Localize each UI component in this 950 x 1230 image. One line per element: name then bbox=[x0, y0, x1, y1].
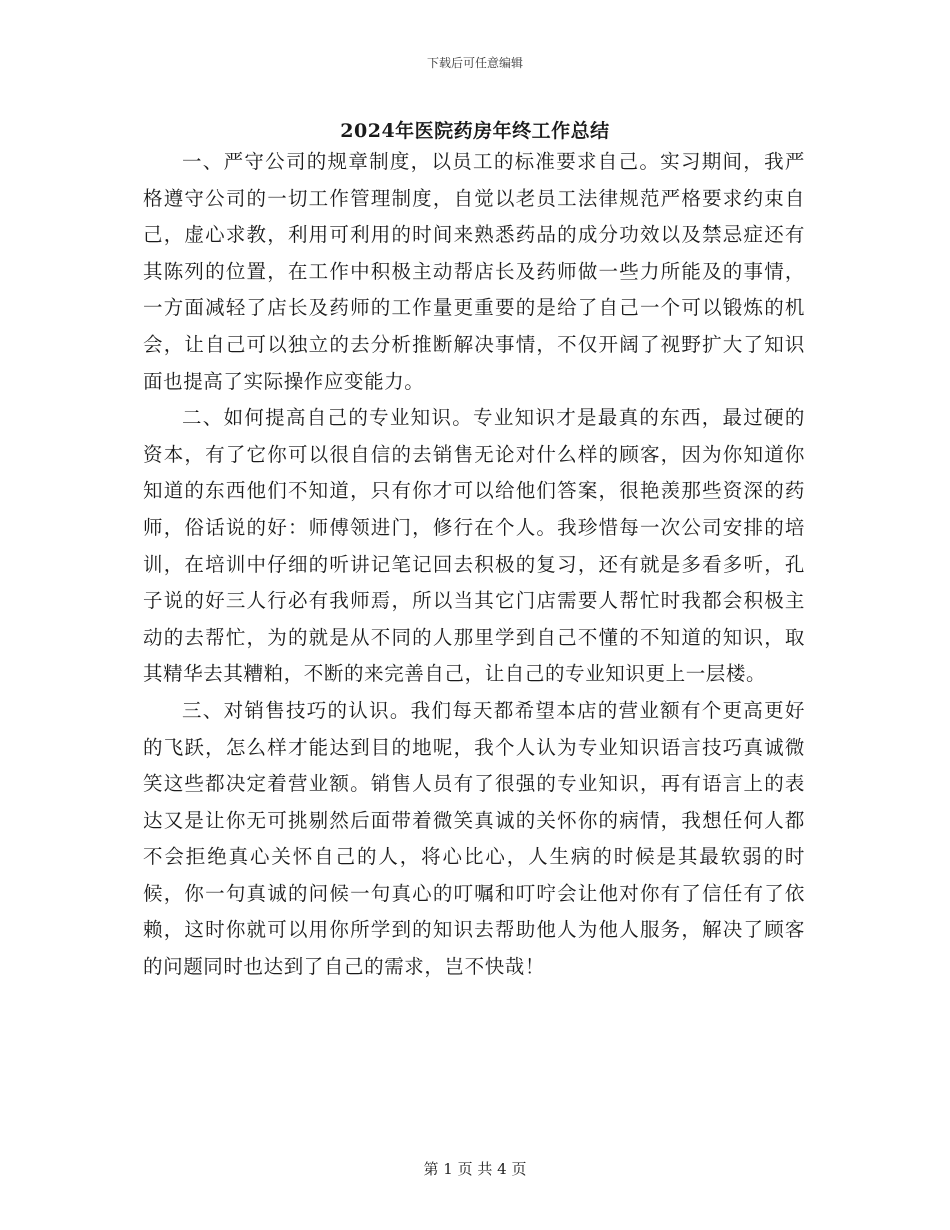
document-body bbox=[143, 144, 805, 986]
page-number: 第 1 页 共 4 页 bbox=[423, 1160, 527, 1178]
document-title: 2024年医院药房年终工作总结 bbox=[340, 120, 610, 142]
paragraph-1: 一、严守公司的规章制度，以员工的标准要求自己。实习期间，我严格遵守公司的一切工作管理制度，自觉以老员工法律规范严格要求约束自己，虚心求教，利用可利用的时间来熟悉药品的成分功效以及禁忌症还有其陈列的位置，在工作中积极主动帮店长及药师做一些力所能及的事情，一方面减轻了店长及药师的工作量更重要的是给了自己一个可以锻炼的机会，让自己可以独立的去分析推断解决事情，不仅开阔了视野扩大了知识面也提高了实际操作应变能力。 bbox=[143, 150, 805, 393]
paragraph-3: 三、对销售技巧的认识。我们每天都希望本店的营业额有个更高更好的飞跃，怎么样才能达到目的地呢，我个人认为专业知识语言技巧真诚微笑这些都决定着营业额。销售人员有了很强的专业知识，再有语言上的表达又是让你无可挑剔然后面带着微笑真诚的关怀你的病情，我想任何人都不会拒绝真心关怀自己的人，将心比心，人生病的时候是其最软弱的时候，你一句真诚的问候一句真心的叮嘱和叮咛会让他对你有了信任有了依赖，这时你就可以用你所学到的知识去帮助他人为他人服务，解决了顾客的问题同时也达到了自己的需求，岂不快哉！ bbox=[143, 698, 805, 979]
paragraph-2: 二、如何提高自己的专业知识。专业知识才是最真的东西，最过硬的资本，有了它你可以很自信的去销售无论对什么样的顾客，因为你知道你知道的东西他们不知道，只有你才可以给他们答案，很艳羡那些资深的药师，俗话说的好：师傅领进门，修行在个人。我珍惜每一次公司安排的培训，在培训中仔细的听讲记笔记回去积极的复习，还有就是多看多听，孔子说的好三人行必有我师焉，所以当其它门店需要人帮忙时我都会积极主动的去帮忙，为的就是从不同的人那里学到自己不懂的不知道的知识，取其精华去其糟粕，不断的来完善自己，让自己的专业知识更上一层楼。 bbox=[143, 406, 805, 686]
header-note: 下载后可任意编辑 bbox=[426, 56, 523, 70]
